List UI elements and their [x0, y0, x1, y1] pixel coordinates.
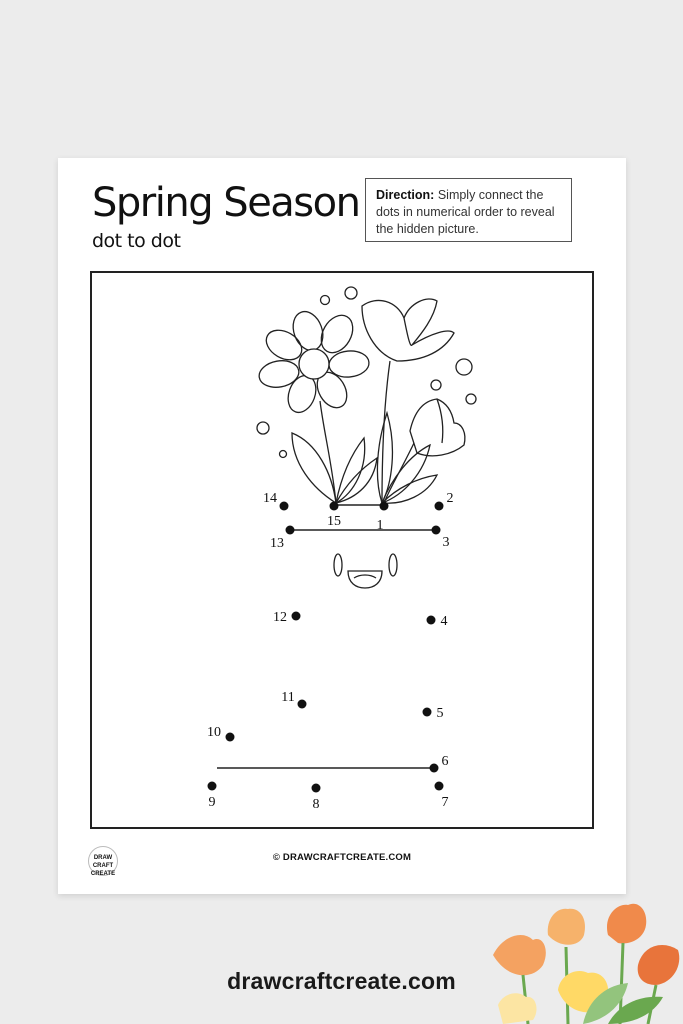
dot-label-6: 6 [441, 754, 449, 769]
dot-14[interactable] [280, 502, 289, 511]
dot-label-5: 5 [436, 706, 444, 721]
worksheet-page [58, 158, 626, 894]
tulip-icon [498, 993, 537, 1024]
dot-6[interactable] [430, 764, 439, 773]
eye-icon [389, 554, 397, 576]
tulip-bouquet-illustration [488, 895, 683, 1024]
tulip-icon [410, 399, 465, 456]
dot-12[interactable] [292, 612, 301, 621]
direction-label: Direction: [376, 188, 435, 202]
copyright-text: © DRAWCRAFTCREATE.COM [272, 852, 412, 863]
bubble-icon [321, 296, 330, 305]
dot-15[interactable] [330, 502, 339, 511]
dot-2[interactable] [435, 502, 444, 511]
dot-10[interactable] [226, 733, 235, 742]
dot-4[interactable] [427, 616, 436, 625]
dot-3[interactable] [432, 526, 441, 535]
bubble-icon [280, 451, 287, 458]
direction-text: Simply connect the dots in numerical order to reveal the hidden picture. [376, 188, 555, 236]
bubble-icon [431, 380, 441, 390]
direction-box [365, 178, 572, 242]
dot-label-14: 14 [263, 491, 277, 506]
dot-label-4: 4 [440, 614, 448, 629]
dot-1[interactable] [380, 502, 389, 511]
dot-label-12: 12 [273, 610, 287, 625]
dot-label-15: 15 [327, 514, 341, 529]
dot-5[interactable] [423, 708, 432, 717]
bubble-icon [456, 359, 472, 375]
puzzle-frame [90, 271, 594, 829]
eye-icon [334, 554, 342, 576]
bubble-icon [466, 394, 476, 404]
dot-8[interactable] [312, 784, 321, 793]
tulip-icon [362, 299, 454, 361]
dot-label-9: 9 [208, 795, 216, 810]
dot-label-8: 8 [312, 797, 320, 812]
dot-9[interactable] [208, 782, 217, 791]
mouth-icon [348, 571, 382, 588]
worksheet-title: Spring Season [92, 180, 360, 226]
worksheet-subtitle: dot to dot [92, 230, 181, 252]
dot-label-7: 7 [441, 795, 449, 810]
dot-7[interactable] [435, 782, 444, 791]
dot-label-3: 3 [442, 535, 450, 550]
dot-label-10: 10 [207, 725, 221, 740]
dot-label-2: 2 [446, 491, 454, 506]
footer-site-url[interactable]: drawcraftcreate.com [227, 968, 456, 994]
leaf [382, 445, 430, 503]
dot-11[interactable] [298, 700, 307, 709]
tongue [354, 575, 376, 578]
bubble-icon [257, 422, 269, 434]
brand-logo: DRAW CRAFT CREATE [88, 846, 118, 876]
bubble-icon [345, 287, 357, 299]
dot-13[interactable] [286, 526, 295, 535]
daisy-icon [257, 307, 370, 416]
dots-layer [207, 491, 454, 812]
dot-to-dot-puzzle [92, 273, 592, 827]
dot-label-13: 13 [270, 536, 284, 551]
leaf [292, 433, 336, 503]
dot-label-1: 1 [376, 518, 384, 533]
dot-label-11: 11 [281, 690, 295, 705]
